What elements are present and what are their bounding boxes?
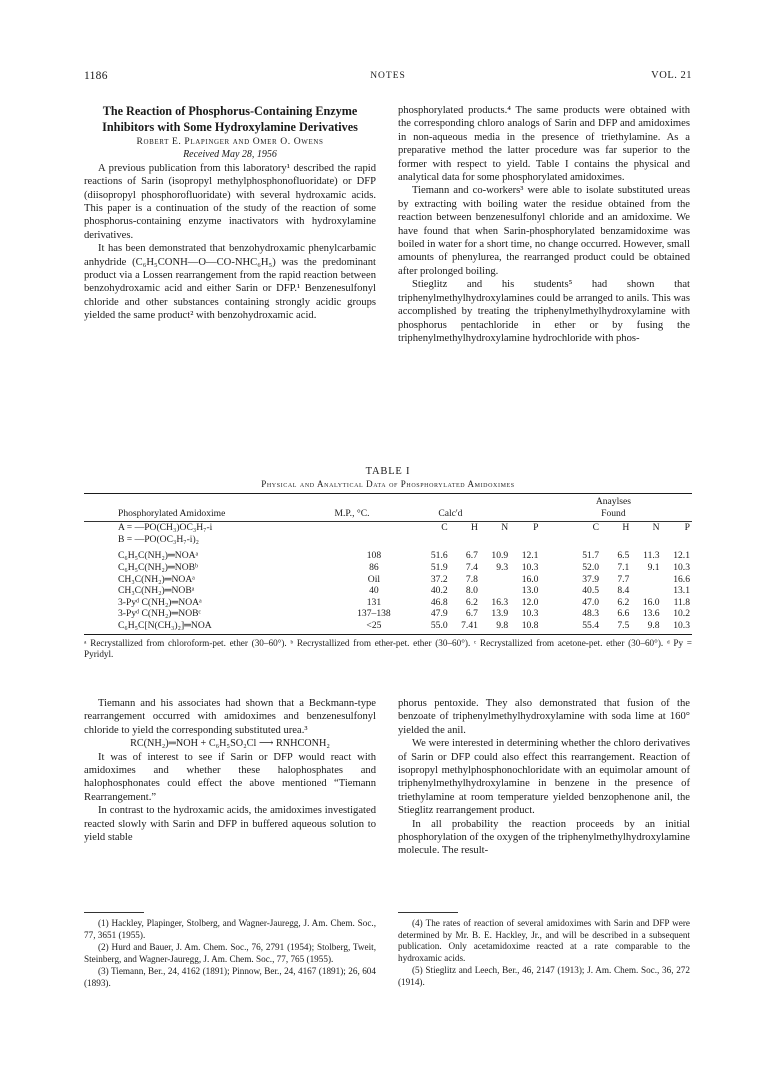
- element-header: P: [684, 522, 690, 534]
- analyses-header: Anaylses: [595, 496, 631, 507]
- mp-header: M.P., °C.: [334, 507, 370, 519]
- element-header: H: [470, 522, 478, 534]
- calcd-cell: 40.2: [430, 585, 448, 597]
- paragraph: Stieglitz and his students⁵ had shown that triphenylmethylhydroxylamines could be arranged to anils. This was accomplished by treating the triphenylmethylhydroxylamine with phosphorus pentachloride in ether or by fusing the triphenylmethylhydroxylamine hydrochloride with phos-: [398, 279, 690, 344]
- calcd-cell: 6.7: [465, 550, 478, 562]
- footnote: (2) Hurd and Bauer, J. Am. Chem. Soc., 76, 2791 (1954); Stolberg, Tweit, Steinberg, and Wagner-Jauregg, J. Am. Chem. Soc., 77, 765 (1955).: [84, 942, 376, 964]
- calcd-cell: 10.3: [521, 608, 539, 620]
- element-header: H: [622, 522, 630, 534]
- article-authors: Robert E. Plapinger and Omer O. Owens: [136, 136, 324, 147]
- calcd-cell: 7.41: [461, 619, 478, 631]
- element-header: C: [592, 522, 600, 534]
- table-header: [84, 494, 692, 519]
- element-header: N: [501, 522, 509, 534]
- definition-a: A = —PO(CH₃)OC₃H₇-i: [118, 522, 213, 534]
- calcd-cell: 12.0: [521, 596, 539, 608]
- calcd-cell: 10.9: [491, 550, 509, 562]
- calcd-header: Calc'd: [438, 507, 463, 519]
- found-cell: 11.3: [643, 550, 660, 562]
- calcd-cell: 9.8: [496, 619, 509, 631]
- paragraph: It has been demonstrated that benzohydroxamic phenylcarbamic anhydride (C₆H₅CONH—O—CO-NHC₆H₅) was the predominant product via a Lossen rearrangement from the rapid reaction between benzohydroxamic acid and either Sarin or DFP.¹ Benzenesulfonyl chloride and other substances containing strongly acidic groups yielded the same product² with benzohydroxamic acid.: [84, 243, 376, 322]
- calcd-cell: 7.4: [465, 561, 478, 573]
- mp-cell: 86: [369, 561, 379, 573]
- footnote-rule: [84, 912, 144, 913]
- found-cell: 10.3: [673, 561, 690, 573]
- paragraph: A previous publication from this laboratory¹ described the rapid reactions of Sarin (isopropyl methylphosphonofluoridate) or DFP (diisopropyl phosphorofluoridate) with several hydroxamic acids. This paper is a continuation of the study of the reaction of some phosphorus-containing enzyme inactivators with hydroxylamine derivatives.: [84, 162, 376, 241]
- footnote: (1) Hackley, Plapinger, Stolberg, and Wagner-Jauregg, J. Am. Chem. Soc., 77, 3651 (1955).: [84, 918, 376, 940]
- found-cell: 51.7: [582, 550, 600, 562]
- found-cell: 6.5: [617, 550, 630, 562]
- table-bottom-rule: [84, 634, 692, 635]
- found-cell: 7.5: [617, 619, 630, 631]
- compound-cell: CH₃C(NH₂)═NOAᵃ: [118, 573, 195, 585]
- spacer: [540, 574, 570, 586]
- volume-number: VOL. 21: [651, 70, 692, 81]
- calcd-cell: 10.8: [521, 619, 539, 631]
- table-label: TABLE I: [365, 466, 411, 477]
- table-row: [84, 585, 692, 597]
- found-cell: 7.1: [617, 561, 630, 573]
- calcd-cell: 6.7: [465, 608, 478, 620]
- compound-cell: CH₃C(NH₂)═NOBᵃ: [118, 585, 195, 597]
- calcd-cell: 46.8: [430, 596, 448, 608]
- paragraph: In contrast to the hydroxamic acids, the amidoximes investigated reacted slowly with Sarin and DFP in buffered aqueous solution to yield stable: [84, 805, 376, 844]
- compound-cell: C₆H₅C(NH₂)═NOAᵃ: [118, 550, 199, 562]
- left-column-top: [84, 104, 376, 323]
- found-cell: 52.0: [582, 561, 600, 573]
- spacer: [540, 562, 570, 574]
- table-caption: Physical and Analytical Data of Phosphorylated Amidoximes: [261, 479, 515, 489]
- element-header: N: [652, 522, 660, 534]
- mp-cell: Oil: [367, 573, 381, 585]
- calcd-cell: 8.0: [465, 585, 478, 597]
- paragraph: phosphorylated products.⁴ The same products were obtained with the corresponding chloro analogs of Sarin and DFP and amidoximes in non-aqueous media in the presence of triethylamine. As a preparative method the latter procedure was far superior to the former with respect to yield. Table I contains the physical and analytical data for some phosphorylated amidoximes.: [398, 105, 690, 184]
- found-cell: 12.1: [673, 550, 690, 562]
- mp-cell: <25: [366, 619, 382, 631]
- spacer: [540, 620, 570, 632]
- paragraph: It was of interest to see if Sarin or DFP would react with amidoximes and whether these halophosphates and halophosphonates could effect the above mentioned “Tiemann Rearrangement.”: [84, 751, 376, 803]
- compound-cell: C₆H₅C[N(CH₃)₂]═NOA: [118, 619, 212, 631]
- found-cell: 37.9: [582, 573, 600, 585]
- page-number: 1186: [84, 70, 108, 82]
- calcd-cell: 16.3: [491, 596, 509, 608]
- table-row: [84, 562, 692, 574]
- received-date: Received May 28, 1956: [183, 149, 277, 161]
- found-cell: 47.0: [582, 596, 600, 608]
- found-cell: 16.6: [673, 573, 690, 585]
- spacer: [540, 585, 570, 597]
- table-row: [84, 597, 692, 609]
- table-row: [84, 550, 692, 562]
- article-title: The Reaction of Phosphorus-Containing Enzyme Inhibitors with Some Hydroxylamine Derivatives: [102, 104, 358, 134]
- found-cell: 6.2: [617, 596, 630, 608]
- found-cell: 13.1: [673, 585, 690, 597]
- paragraph: phorus pentoxide. They also demonstrated that fusion of the benzoate of triphenylmethylhydroxylamine with soda lime at 160° yielded the anil.: [398, 698, 690, 736]
- paragraph: Tiemann and co-workers³ were able to isolate substituted ureas by extracting with boiling water the residue obtained from the reaction between benzenesulfonyl chloride and an amidoxime. We have found that when Sarin-phosphorylated benzamidoxime was boiled in water for a short time, no change occurred. However, small amounts of phenylurea, the rearranged product could be obtained after prolonged boiling.: [398, 185, 690, 277]
- found-cell: 11.8: [673, 596, 690, 608]
- found-cell: 7.7: [617, 573, 630, 585]
- table-row: [84, 574, 692, 586]
- mp-cell: 40: [369, 585, 379, 597]
- found-header: Found: [601, 507, 626, 519]
- calcd-cell: 51.9: [430, 561, 448, 573]
- spacer: [540, 550, 570, 562]
- compound-cell: C₆H₅C(NH₂)═NOBᵇ: [118, 561, 199, 573]
- element-header: P: [533, 522, 539, 534]
- calcd-cell: 37.2: [430, 573, 448, 585]
- calcd-cell: 16.0: [521, 573, 539, 585]
- found-cell: 9.8: [647, 619, 660, 631]
- footnote: (3) Tiemann, Ber., 24, 4162 (1891); Pinnow, Ber., 24, 4167 (1891); 26, 604 (1893).: [84, 966, 376, 988]
- calcd-cell: 9.3: [496, 561, 509, 573]
- table-row: [84, 620, 692, 632]
- definition-b: B = —PO(OC₃H₇-i)₂: [118, 533, 200, 545]
- found-cell: 16.0: [642, 596, 660, 608]
- calcd-cell: 13.9: [491, 608, 509, 620]
- found-cell: [631, 585, 661, 597]
- paragraph: Tiemann and his associates had shown that a Beckmann-type rearrangement occurred with amidoximes and benzenesulfonyl chloride to yield the corresponding substituted urea.³: [84, 698, 376, 736]
- calcd-cell: 13.0: [521, 585, 539, 597]
- found-cell: 10.2: [673, 608, 690, 620]
- footnote-rule: [398, 912, 458, 913]
- found-cell: 13.6: [642, 608, 660, 620]
- found-cell: 6.6: [617, 608, 630, 620]
- footnotes-left: [84, 918, 376, 991]
- calcd-cell: [480, 585, 510, 597]
- calcd-cell: 51.6: [430, 550, 448, 562]
- right-column-bottom: [398, 697, 690, 858]
- footnotes-right: [398, 918, 690, 990]
- calcd-cell: 7.8: [465, 573, 478, 585]
- calcd-cell: 10.3: [521, 561, 539, 573]
- compound-cell: 3-Pyᵈ C(NH₂)═NOBᶜ: [118, 608, 202, 620]
- calcd-cell: [480, 574, 510, 586]
- found-cell: 55.4: [582, 619, 600, 631]
- table-footnotes: ᵃ Recrystallized from chloroform-pet. ether (30–60°). ᵇ Recrystallized from ether-pet. ether (30–60°). ᶜ Recrystallized from acetone-pet. ether (30–60°). ᵈ Py = Pyridyl.: [84, 637, 692, 660]
- calcd-cell: 6.2: [465, 596, 478, 608]
- compound-header: Phosphorylated Amidoxime: [118, 507, 226, 519]
- element-header: C: [441, 522, 448, 534]
- calcd-cell: 55.0: [430, 619, 448, 631]
- found-cell: [631, 574, 661, 586]
- running-head: [84, 70, 692, 86]
- table-body: [84, 522, 692, 631]
- right-column-top: [398, 104, 690, 345]
- mp-cell: 131: [366, 596, 382, 608]
- found-cell: 9.1: [647, 561, 660, 573]
- table-1: [84, 466, 692, 661]
- found-cell: 48.3: [582, 608, 600, 620]
- spacer: [540, 597, 570, 609]
- left-column-bottom: [84, 697, 376, 844]
- equation: RC(NH₂)═NOH + C₆H₅SO₂Cl ⟶ RNHCONH₂: [130, 738, 330, 750]
- mp-cell: 108: [366, 550, 382, 562]
- paragraph: In all probability the reaction proceeds by an initial phosphorylation of the oxygen of the triphenylmethylhydroxylamine molecule. The result-: [398, 818, 690, 857]
- calcd-cell: 47.9: [430, 608, 448, 620]
- found-cell: 10.3: [673, 619, 690, 631]
- found-cell: 40.5: [582, 585, 600, 597]
- footnote: (4) The rates of reaction of several amidoximes with Sarin and DFP were determined by Mr. B. E. Hackley, Jr., and will be described in a subsequent publication. Only acetamidoxime reacted at a rate comparable to the hydroxamic acids.: [398, 918, 690, 963]
- footnote: (5) Stieglitz and Leech, Ber., 46, 2147 (1913); J. Am. Chem. Soc., 36, 272 (1914).: [398, 965, 690, 987]
- mp-cell: 137–138: [357, 608, 391, 620]
- compound-cell: 3-Pyᵈ C(NH₂)═NOAᵃ: [118, 596, 202, 608]
- found-cell: 8.4: [617, 585, 630, 597]
- spacer: [540, 608, 570, 620]
- table-row: [84, 608, 692, 620]
- paragraph: We were interested in determining whether the chloro derivatives of Sarin or DFP could also effect this rearrangement. Reaction of isopropyl methylphosphonochloridate with an equimolar amount of triphenylmethylhydroxylamine in benzene in the presence of triethylamine at room temperature yielded benzophenone anil, the Stieglitz rearrangement product.: [398, 738, 690, 817]
- section-name: NOTES: [370, 71, 406, 81]
- calcd-cell: 12.1: [521, 550, 539, 562]
